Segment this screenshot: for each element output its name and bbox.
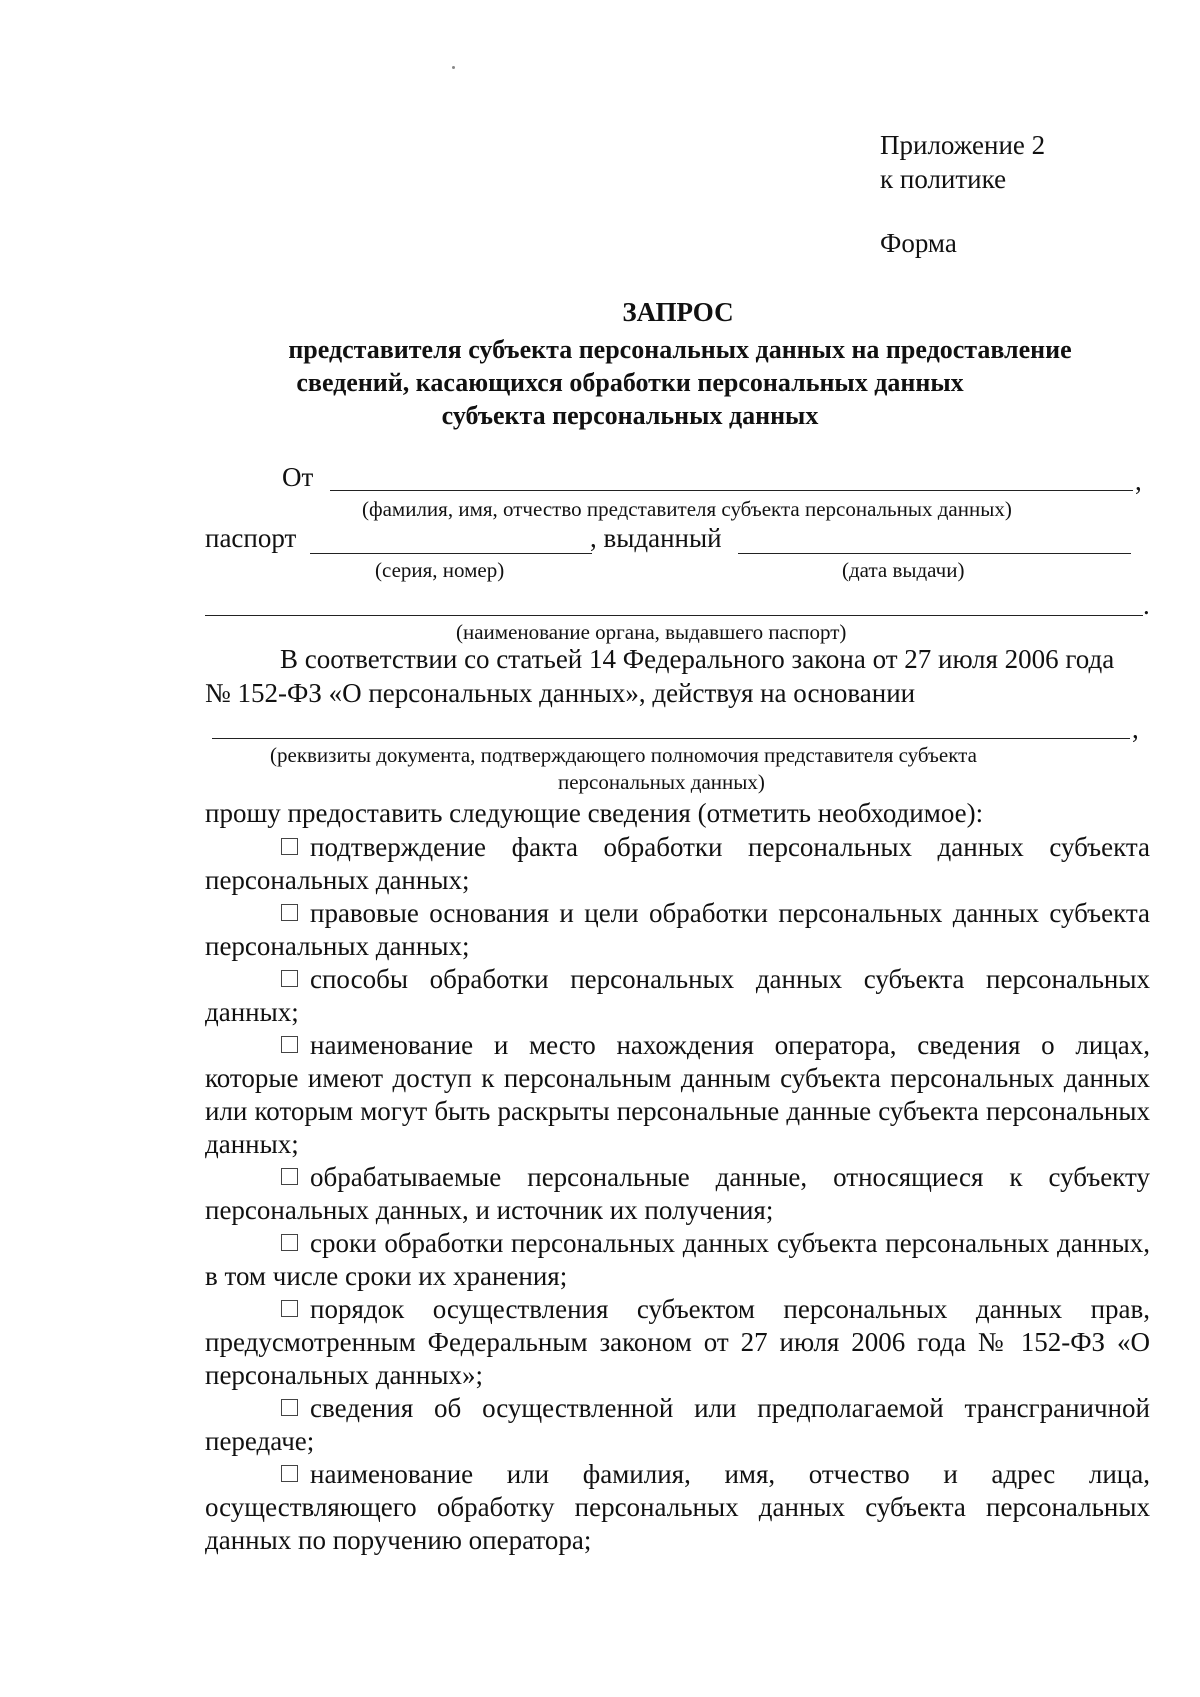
basis-caption-line-2: персональных данных) (558, 770, 765, 794)
intro-line-2: № 152-ФЗ «О персональных данных», действуя на основании (205, 678, 916, 708)
checkbox[interactable] (281, 904, 298, 921)
passport-issuer-field[interactable] (205, 615, 1143, 616)
passport-series-field[interactable] (310, 553, 592, 554)
passport-date-field[interactable] (738, 553, 1131, 554)
appendix-block (880, 128, 1045, 196)
option-item (205, 1029, 1150, 1161)
scan-speck (452, 66, 455, 69)
checkbox[interactable] (281, 1234, 298, 1251)
option-text: сведения об осуществленной или предполагаемой трансграничной передаче; (205, 1393, 1150, 1456)
option-text: наименование и место нахождения оператора, сведения о лицах, которые имеют доступ к персональным данным субъекта персональных данных или которым могут быть раскрыты персональные данные субъекта персональных данных; (205, 1030, 1150, 1159)
checkbox[interactable] (281, 1168, 298, 1185)
basis-comma: , (1132, 714, 1139, 744)
option-text: правовые основания и цели обработки персональных данных субъекта персональных данных; (205, 898, 1150, 961)
request-line: прошу предоставить следующие сведения (отметить необходимое): (205, 798, 984, 828)
option-item (205, 897, 1150, 963)
option-item (205, 963, 1150, 1029)
title-line-1: представителя субъекта персональных данных на предоставление (288, 335, 1072, 364)
issued-label: , выданный (590, 523, 722, 553)
issuer-period: . (1143, 590, 1150, 620)
checkbox[interactable] (281, 1399, 298, 1416)
from-name-field[interactable] (330, 490, 1133, 491)
option-item (205, 831, 1150, 897)
from-caption: (фамилия, имя, отчество представителя субъекта персональных данных) (362, 497, 1012, 521)
option-item (205, 1161, 1150, 1227)
checkbox[interactable] (281, 1036, 298, 1053)
title-line-3: субъекта персональных данных (441, 401, 819, 430)
title-line-2: сведений, касающихся обработки персональных данных (296, 368, 964, 397)
option-item (205, 1392, 1150, 1458)
option-text: способы обработки персональных данных субъекта персональных данных; (205, 964, 1150, 1027)
option-text: порядок осуществления субъектом персональных данных прав, предусмотренным Федеральным законом от 27 июля 2006 года № 152-ФЗ «О персональных данных»; (205, 1294, 1150, 1390)
option-text: наименование или фамилия, имя, отчество и адрес лица, осуществляющего обработку персональных данных субъекта персональных данных по поручению оператора; (205, 1459, 1150, 1555)
intro-line-1: В соответствии со статьей 14 Федерального закона от 27 июля 2006 года (280, 644, 1115, 674)
checkbox[interactable] (281, 970, 298, 987)
appendix-policy: к политике (880, 164, 1007, 194)
passport-label: паспорт (205, 523, 297, 553)
from-label: От (282, 462, 314, 492)
option-text: подтверждение факта обработки персональных данных субъекта персональных данных; (205, 832, 1150, 895)
checkbox[interactable] (281, 838, 298, 855)
authority-document-field[interactable] (212, 738, 1130, 739)
checkbox[interactable] (281, 1465, 298, 1482)
option-item (205, 1293, 1150, 1392)
series-caption: (серия, номер) (375, 558, 505, 582)
option-item (205, 1458, 1150, 1557)
form-label: Форма (880, 228, 957, 258)
checkbox[interactable] (281, 1300, 298, 1317)
basis-caption-line-1: (реквизиты документа, подтверждающего полномочия представителя субъекта (270, 743, 977, 767)
option-text: обрабатываемые персональные данные, относящиеся к субъекту персональных данных, и источник их получения; (205, 1162, 1150, 1225)
document-title: ЗАПРОС (622, 297, 734, 327)
issuer-caption: (наименование органа, выдавшего паспорт) (456, 620, 847, 644)
date-caption: (дата выдачи) (842, 558, 965, 582)
option-text: сроки обработки персональных данных субъекта персональных данных, в том числе сроки их хранения; (205, 1228, 1150, 1291)
option-item (205, 1227, 1150, 1293)
from-comma: , (1135, 466, 1142, 496)
appendix-number: Приложение 2 (880, 130, 1046, 160)
